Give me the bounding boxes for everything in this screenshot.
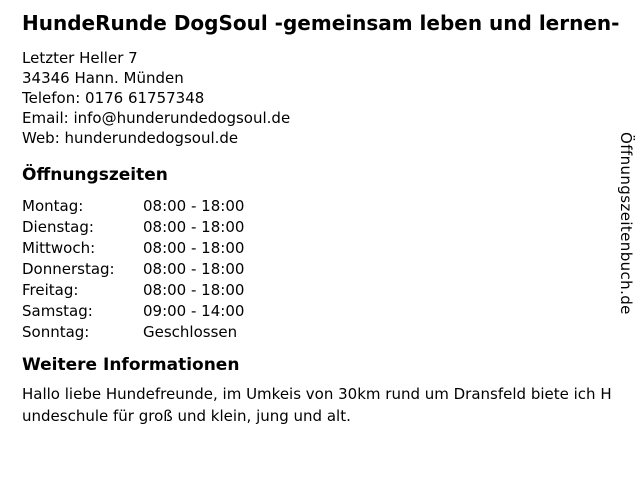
table-row: [22, 196, 244, 217]
day-label: Donnerstag:: [22, 260, 115, 278]
day-label: Samstag:: [22, 302, 93, 320]
address-city: 34346 Hann. Münden: [22, 69, 184, 87]
time-value: Geschlossen: [143, 323, 238, 341]
more-info-heading: Weitere Informationen: [22, 355, 240, 375]
day-label: Freitag:: [22, 281, 79, 299]
watermark-vertical-label: Öffnungszeitenbuch.de: [617, 132, 635, 315]
time-value: 09:00 - 14:00: [143, 302, 245, 320]
time-value: 08:00 - 18:00: [143, 281, 245, 299]
table-row: [22, 280, 244, 301]
table-row: [22, 238, 244, 259]
web-line: Web: hunderundedogsoul.de: [22, 129, 239, 147]
email-line: Email: info@hunderundedogsoul.de: [22, 109, 291, 127]
day-label: Mittwoch:: [22, 239, 96, 257]
page-title: HundeRunde DogSoul -gemeinsam leben und lernen-: [22, 11, 620, 35]
info-text: Hallo liebe Hundefreunde, im Umkeis von 30km rund um Dransfeld biete ich Hundeschule für groß und klein, jung und alt.: [22, 385, 612, 425]
time-value: 08:00 - 18:00: [143, 239, 245, 257]
table-row: [22, 259, 244, 280]
table-row: [22, 217, 244, 238]
table-row: [22, 322, 244, 343]
time-value: 08:00 - 18:00: [143, 260, 245, 278]
day-label: Montag:: [22, 197, 84, 215]
opening-hours-table: [22, 196, 244, 343]
day-label: Dienstag:: [22, 218, 94, 236]
address-street: Letzter Heller 7: [22, 49, 138, 67]
contact-block: [22, 48, 640, 148]
table-row: [22, 301, 244, 322]
time-value: 08:00 - 18:00: [143, 197, 245, 215]
opening-hours-heading: Öffnungszeiten: [22, 165, 168, 185]
time-value: 08:00 - 18:00: [143, 218, 245, 236]
phone-line: Telefon: 0176 61757348: [22, 89, 205, 107]
day-label: Sonntag:: [22, 323, 90, 341]
